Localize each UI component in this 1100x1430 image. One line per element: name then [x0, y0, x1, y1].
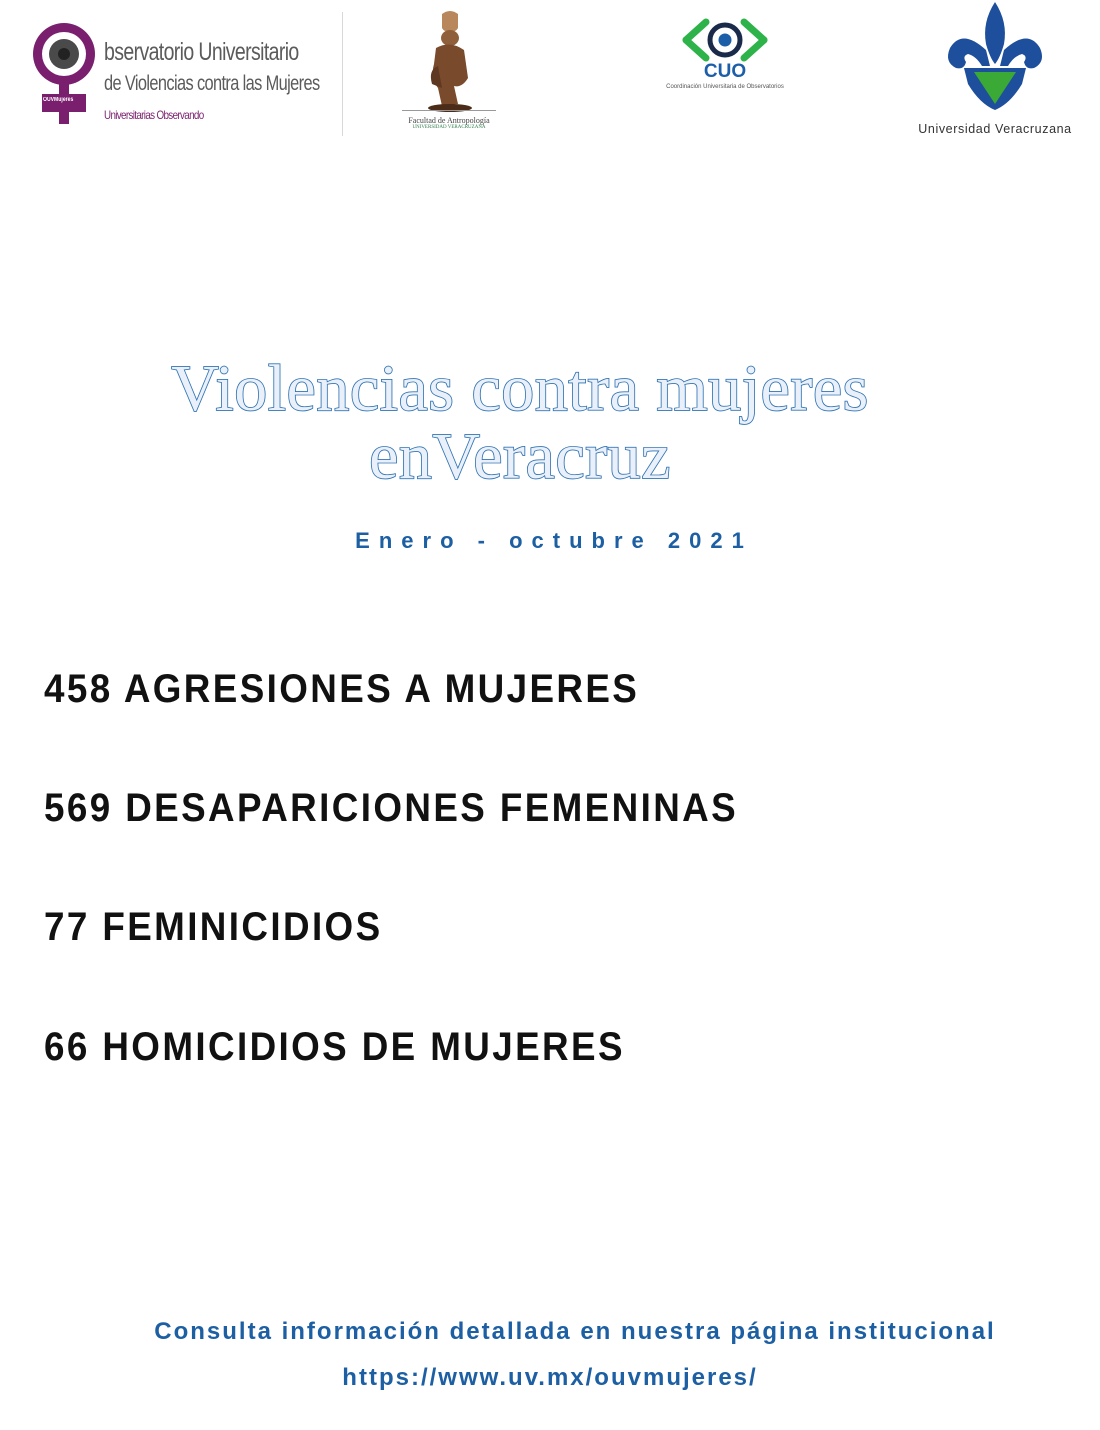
stat-agresiones: 458 AGRESIONES A MUJERES: [44, 667, 640, 711]
header-logos: [0, 0, 1100, 150]
ouv-logo: [28, 18, 328, 130]
uv-logo: [910, 0, 1080, 140]
eye-icon: [662, 18, 788, 62]
antropologia-logo: [398, 8, 500, 134]
page-title-line2: enVeracruz: [369, 420, 671, 493]
ouv-title-line2: de Violencias contra las Mujeres: [104, 72, 320, 95]
stat-desapariciones: 569 DESAPARICIONES FEMENINAS: [44, 786, 739, 830]
cuo-logo: [662, 18, 788, 94]
venus-symbol-icon: [28, 18, 104, 130]
logo-divider: [342, 12, 343, 136]
period-subtitle: Enero - octubre 2021: [355, 528, 753, 553]
footer-url-link[interactable]: https://www.uv.mx/ouvmujeres/: [342, 1364, 758, 1391]
stat-homicidios: 66 HOMICIDIOS DE MUJERES: [44, 1025, 625, 1069]
ouv-tagline: Universitarias Observando: [104, 108, 204, 122]
stat-feminicidios: 77 FEMINICIDIOS: [44, 905, 383, 949]
page-title-line1: Violencias contra mujeres: [171, 352, 869, 425]
cuo-label: CUO: [703, 61, 747, 82]
seated-figure-icon: [398, 8, 500, 114]
ouv-title-line1: bservatorio Universitario: [104, 38, 299, 66]
cuo-sublabel: Coordinación Universitaria de Observatorios: [666, 84, 784, 90]
ouv-tag: OUVMujeres: [43, 97, 74, 103]
antropologia-caption: Facultad de Antropología: [408, 116, 490, 125]
footer-info-text: Consulta información detallada en nuestra página institucional: [154, 1318, 996, 1345]
uv-label: Universidad Veracruzana: [918, 122, 1072, 136]
antropologia-subcaption: UNIVERSIDAD VERACRUZANA: [412, 125, 486, 130]
fleur-de-lis-icon: [910, 0, 1080, 118]
